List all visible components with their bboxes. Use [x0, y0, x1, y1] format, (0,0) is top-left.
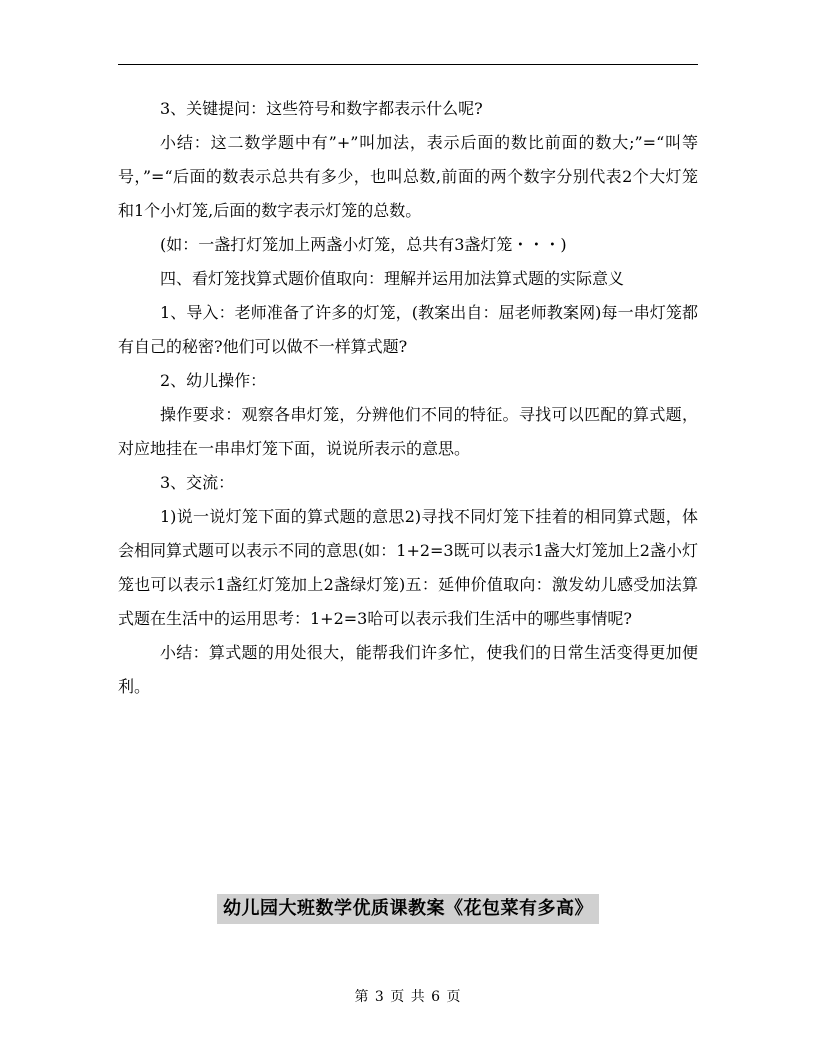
section-heading-4: 四、看灯笼找算式题价值取向：理解并运用加法算式题的实际意义	[160, 269, 625, 288]
paragraph-example: (如：一盏打灯笼加上两盏小灯笼，总共有3盏灯笼・・・)	[160, 235, 567, 254]
paragraph-operation-requirements: 操作要求：观察各串灯笼，分辨他们不同的特征。寻找可以匹配的算式题，对应地挂在一串串灯笼下面，说说所表示的意思。	[118, 405, 698, 458]
paragraph-summary-1: 小结：这二数学题中有”+”叫加法，表示后面的数比前面的数大;”=“叫等号，”=“后面的数表示总共有多少，也叫总数,前面的两个数字分别代表2个大灯笼和1个小灯笼,后面的数字表示灯笼的总数。	[118, 133, 698, 220]
next-section-title-wrap	[0, 894, 816, 924]
paragraph-operation-heading: 2、幼儿操作：	[160, 371, 267, 390]
header-rule	[118, 64, 698, 65]
paragraph-intro: 1、导入：老师准备了许多的灯笼，(教案出自：屈老师教案网)每一串灯笼都有自己的秘密?他们可以做不一样算式题?	[118, 303, 698, 356]
paragraph-summary-2: 小结：算式题的用处很大，能帮我们许多忙，使我们的日常生活变得更加便利。	[118, 643, 698, 696]
document-body	[118, 92, 698, 704]
paragraph-exchange-heading: 3、交流：	[160, 473, 235, 492]
paragraph-exchange-content: 1)说一说灯笼下面的算式题的意思2)寻找不同灯笼下挂着的相同算式题，体会相同算式题可以表示不同的意思(如：1+2=3既可以表示1盏大灯笼加上2盏小灯笼也可以表示1盏红灯笼加上2盏绿灯笼)五：延伸价值取向：激发幼儿感受加法算式题在生活中的运用思考：1+2=3哈可以表示我们生活中的哪些事情呢?	[118, 507, 698, 628]
page-number-footer: 第 3 页 共 6 页	[354, 989, 462, 1005]
next-section-title: 幼儿园大班数学优质课教案《花包菜有多高》	[217, 894, 599, 924]
paragraph-key-question: 3、关键提问：这些符号和数字都表示什么呢?	[160, 99, 483, 118]
